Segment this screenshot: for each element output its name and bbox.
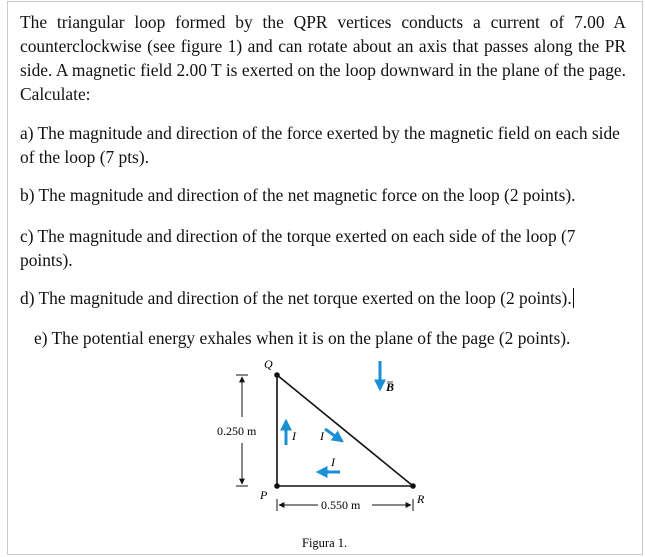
- question-c: c) The magnitude and direction of the torque exerted on each side of the loop (7 points).: [20, 226, 576, 270]
- text-cursor: [573, 288, 574, 308]
- vertex-q: [274, 372, 280, 378]
- label-b: B: [386, 380, 395, 394]
- label-i-qp: I: [292, 429, 296, 443]
- question-d-text: d) The magnitude and direction of the net torque exerted on the loop (2 points).: [20, 288, 572, 308]
- vertex-p: [274, 483, 280, 489]
- width-dimension: 0.550 m: [321, 498, 361, 512]
- label-p: P: [260, 488, 268, 502]
- height-dimension: 0.250 m: [217, 424, 257, 438]
- label-i-qr: I: [320, 429, 324, 443]
- current-arrow-qr-icon: [325, 429, 342, 441]
- question-e: e) The potential energy exhales when it is on the plane of the page (2 points).: [34, 328, 571, 348]
- vertex-r: [410, 483, 416, 489]
- question-d: [20, 286, 628, 310]
- figure-caption: Figura 1.: [302, 536, 348, 550]
- triangle-loop-figure: [200, 355, 450, 555]
- label-i-pr: I: [331, 455, 335, 469]
- label-r: R: [417, 492, 425, 506]
- problem-intro: The triangular loop formed by the QPR vertices conducts a current of 7.00 A counterclockwise (see figure 1) and can rotate about an axis that passes along the PR side. A magnetic field 2.00 T is exerted on the loop downward in the plane of the page. Calculate:: [20, 12, 626, 104]
- question-b: b) The magnitude and direction of the net magnetic force on the loop (2 points).: [20, 185, 576, 205]
- label-q: Q: [264, 357, 273, 371]
- question-a: a) The magnitude and direction of the force exerted by the magnetic field on each side of the loop (7 pts).: [20, 123, 620, 167]
